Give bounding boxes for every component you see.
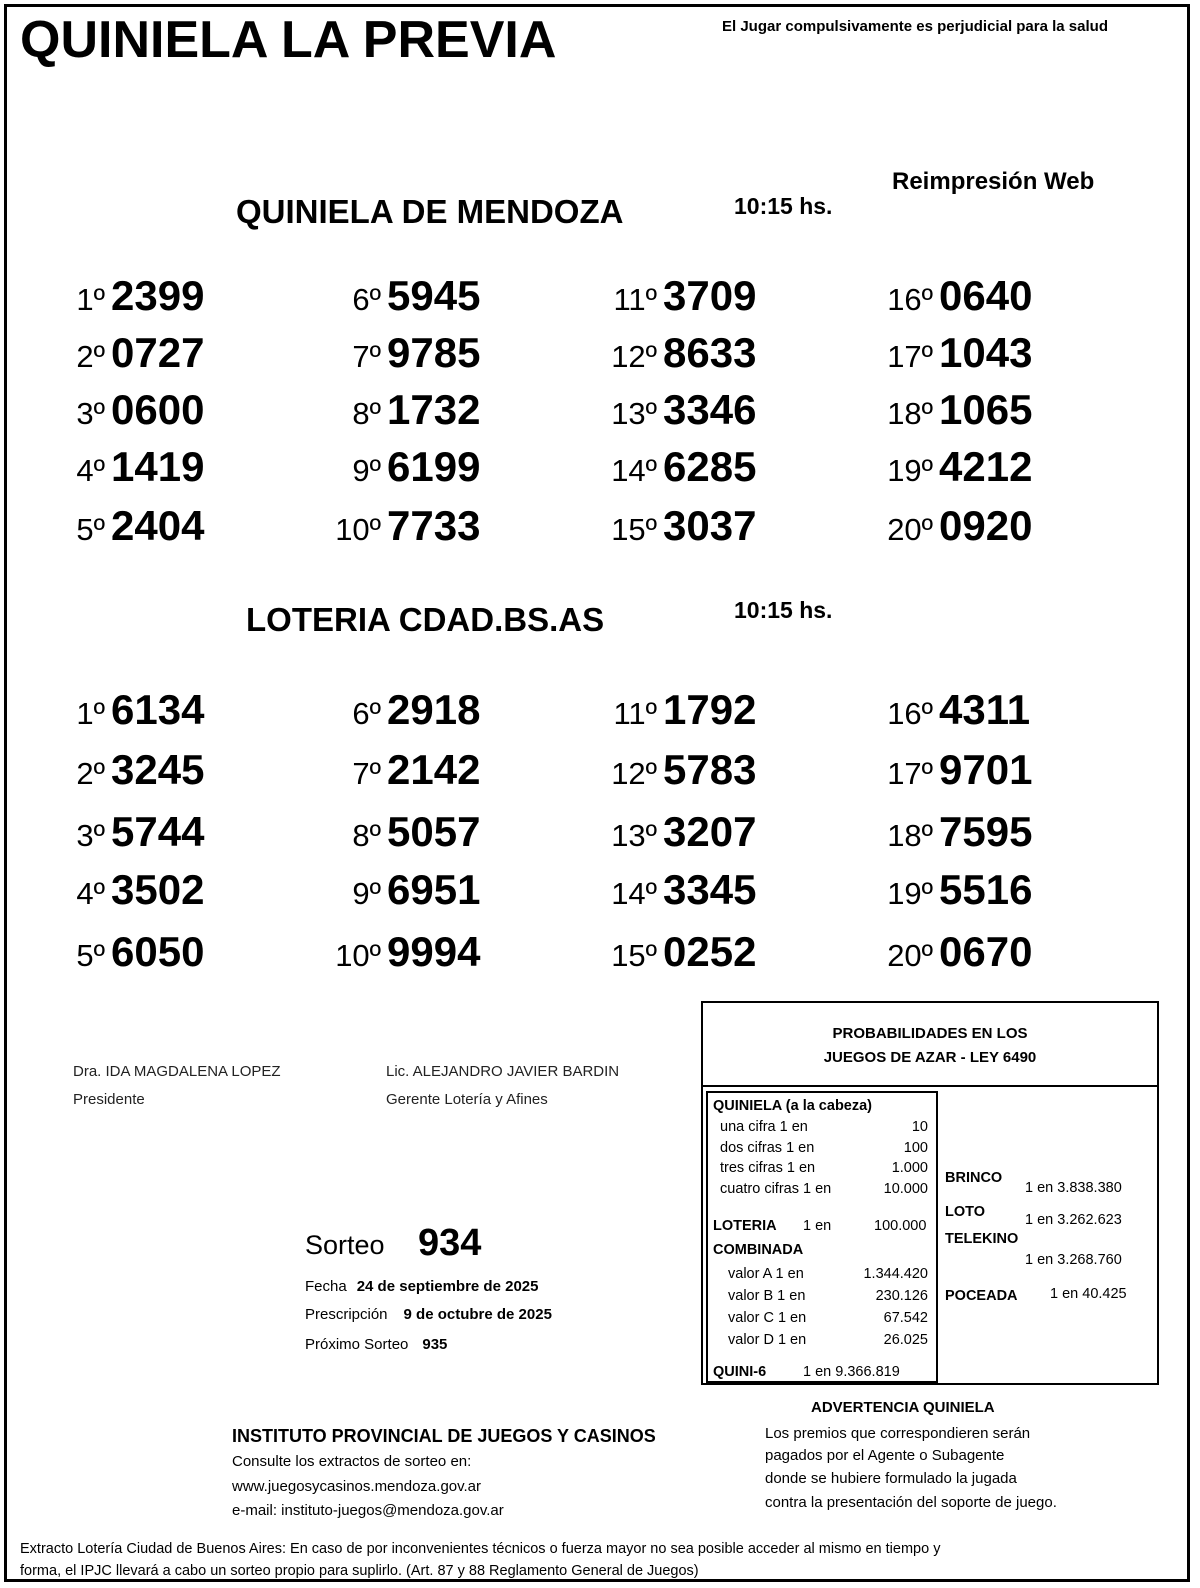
- result-position: 13º: [611, 818, 657, 853]
- result-position: 10º: [335, 512, 381, 547]
- result-position: 18º: [887, 818, 933, 853]
- result-number: 9785: [387, 329, 481, 376]
- result-number: 5744: [111, 808, 205, 855]
- result-number: 2404: [111, 502, 205, 549]
- result-position: 2º: [76, 339, 105, 374]
- result-item: [587, 928, 756, 978]
- result-number: 3502: [111, 866, 205, 913]
- result-number: 0600: [111, 386, 205, 433]
- prescripcion-value: 9 de octubre de 2025: [403, 1306, 552, 1323]
- result-position: 16º: [887, 282, 933, 317]
- prob-row-value: 230.126: [875, 1288, 928, 1304]
- result-position: 5º: [76, 512, 105, 547]
- result-item: [35, 808, 204, 858]
- result-position: 4º: [76, 876, 105, 911]
- result-number: 1419: [111, 443, 205, 490]
- loteria-prob-en: 1 en: [803, 1218, 832, 1234]
- result-number: 1065: [939, 386, 1033, 433]
- fecha-row: [305, 1278, 538, 1295]
- result-item: [35, 502, 204, 552]
- prob-row-label: valor A 1 en: [728, 1266, 804, 1282]
- poceada-prob-label: POCEADA: [945, 1288, 1018, 1304]
- ciudad-draw-time: 10:15 hs.: [734, 597, 833, 623]
- result-item: [311, 808, 480, 858]
- result-position: 4º: [76, 453, 105, 488]
- result-item: [587, 686, 756, 736]
- result-position: 6º: [352, 696, 381, 731]
- result-number: 8633: [663, 329, 757, 376]
- result-position: 11º: [613, 696, 657, 731]
- result-position: 5º: [76, 938, 105, 973]
- result-number: 9701: [939, 746, 1033, 793]
- footer-note-line1: Extracto Lotería Ciudad de Buenos Aires: En caso de por inconvenientes técnicos o fuerza mayor no sea posible acceder al mismo en tiempo y: [20, 1541, 941, 1557]
- instituto-title: INSTITUTO PROVINCIAL DE JUEGOS Y CASINOS: [232, 1426, 656, 1446]
- result-number: 6199: [387, 443, 481, 490]
- footer-note-line2: forma, el IPJC llevará a cabo un sorteo propio para suplirlo. (Art. 87 y 88 Reglamento General de Juegos): [20, 1563, 699, 1579]
- signatory-right-role: Gerente Lotería y Afines: [386, 1091, 548, 1108]
- result-position: 1º: [76, 696, 105, 731]
- result-number: 5783: [663, 746, 757, 793]
- result-number: 1043: [939, 329, 1033, 376]
- result-position: 6º: [352, 282, 381, 317]
- result-item: [587, 386, 756, 436]
- result-number: 6951: [387, 866, 481, 913]
- telekino-prob-value: 1 en 3.268.760: [1025, 1252, 1122, 1268]
- probabilities-title-line1: PROBABILIDADES EN LOS: [832, 1025, 1028, 1042]
- prob-row-label: valor D 1 en: [728, 1332, 807, 1348]
- result-position: 16º: [887, 696, 933, 731]
- prescripcion-row: [305, 1306, 552, 1323]
- result-item: [311, 866, 480, 916]
- result-number: 5057: [387, 808, 481, 855]
- ciudad-section-title: LOTERIA CDAD.BS.AS: [246, 601, 605, 638]
- result-position: 20º: [887, 938, 933, 973]
- result-item: [863, 329, 1032, 379]
- result-item: [587, 272, 756, 322]
- probabilities-title-line2: JUEGOS DE AZAR - LEY 6490: [823, 1049, 1037, 1066]
- result-position: 7º: [352, 339, 381, 374]
- proximo-sorteo-label: Próximo Sorteo: [305, 1336, 409, 1353]
- prob-row-label: valor C 1 en: [728, 1310, 807, 1326]
- brinco-prob-label: BRINCO: [945, 1170, 1003, 1186]
- result-item: [311, 272, 480, 322]
- result-item: [863, 746, 1032, 796]
- result-item: [311, 329, 480, 379]
- result-item: [35, 866, 204, 916]
- poceada-prob-value: 1 en 40.425: [1050, 1286, 1127, 1302]
- instituto-email-link[interactable]: e-mail: instituto-juegos@mendoza.gov.ar: [232, 1502, 504, 1519]
- result-item: [587, 443, 756, 493]
- result-number: 4311: [939, 686, 1031, 733]
- prob-row-value: 1.344.420: [863, 1266, 928, 1282]
- result-number: 6285: [663, 443, 757, 490]
- result-number: 3709: [663, 272, 757, 319]
- prob-row-label: dos cifras 1 en: [720, 1140, 815, 1156]
- result-item: [587, 866, 756, 916]
- result-position: 10º: [335, 938, 381, 973]
- instituto-website-link[interactable]: www.juegosycasinos.mendoza.gov.ar: [232, 1478, 482, 1495]
- advertencia-title: ADVERTENCIA QUINIELA: [811, 1399, 995, 1416]
- result-number: 7733: [387, 502, 481, 549]
- result-item: [587, 808, 756, 858]
- result-position: 18º: [887, 396, 933, 431]
- telekino-prob-label: TELEKINO: [945, 1231, 1019, 1247]
- result-position: 15º: [611, 512, 657, 547]
- prob-row-value: 10: [911, 1119, 928, 1135]
- result-number: 2918: [387, 686, 481, 733]
- result-position: 17º: [887, 756, 933, 791]
- signatory-left-name: Dra. IDA MAGDALENA LOPEZ: [73, 1063, 281, 1080]
- result-number: 1732: [387, 386, 481, 433]
- advertencia-line2: pagados por el Agente o Subagente: [765, 1447, 1005, 1464]
- result-item: [35, 272, 204, 322]
- result-item: [311, 502, 480, 552]
- result-item: [863, 686, 1030, 736]
- result-item: [35, 928, 204, 978]
- result-item: [587, 502, 756, 552]
- result-position: 19º: [887, 453, 933, 488]
- mendoza-draw-time: 10:15 hs.: [734, 193, 833, 219]
- result-number: 5516: [939, 866, 1033, 913]
- result-number: 6134: [111, 686, 205, 733]
- result-number: 0670: [939, 928, 1033, 975]
- quini6-prob-label: QUINI-6: [713, 1364, 767, 1380]
- result-position: 12º: [611, 756, 657, 791]
- advertencia-line4: contra la presentación del soporte de juego.: [765, 1494, 1057, 1511]
- brinco-prob-value: 1 en 3.838.380: [1025, 1180, 1122, 1196]
- result-item: [35, 386, 204, 436]
- result-item: [863, 443, 1032, 493]
- sorteo-number: 934: [418, 1222, 482, 1264]
- combinada-prob-title: COMBINADA: [713, 1242, 804, 1258]
- signatory-right-name: Lic. ALEJANDRO JAVIER BARDIN: [386, 1063, 620, 1080]
- instituto-line1: Consulte los extractos de sorteo en:: [232, 1453, 472, 1470]
- prob-row-value: 67.542: [883, 1310, 928, 1326]
- signatory-left-role: Presidente: [73, 1091, 145, 1108]
- result-number: 2142: [387, 746, 481, 793]
- result-number: 1792: [663, 686, 757, 733]
- result-item: [863, 502, 1032, 552]
- probabilities-header: [701, 1001, 1159, 1087]
- result-position: 7º: [352, 756, 381, 791]
- result-position: 19º: [887, 876, 933, 911]
- result-number: 9994: [387, 928, 481, 975]
- sorteo-label: Sorteo: [305, 1230, 385, 1260]
- health-warning: El Jugar compulsivamente es perjudicial para la salud: [722, 18, 1108, 35]
- result-number: 2399: [111, 272, 205, 319]
- result-item: [311, 928, 480, 978]
- result-number: 3037: [663, 502, 757, 549]
- mendoza-section-title: QUINIELA DE MENDOZA: [236, 193, 624, 230]
- result-position: 15º: [611, 938, 657, 973]
- prob-row-label: una cifra 1 en: [720, 1119, 808, 1135]
- result-number: 0252: [663, 928, 757, 975]
- result-position: 2º: [76, 756, 105, 791]
- prescripcion-label: Prescripción: [305, 1306, 388, 1323]
- prob-row-value: 100: [903, 1140, 928, 1156]
- result-number: 3207: [663, 808, 757, 855]
- result-item: [311, 386, 480, 436]
- result-number: 3345: [663, 866, 757, 913]
- result-number: 7595: [939, 808, 1033, 855]
- result-item: [863, 866, 1032, 916]
- result-position: 11º: [613, 282, 657, 317]
- prob-row-label: cuatro cifras 1 en: [720, 1181, 832, 1197]
- result-item: [311, 746, 480, 796]
- result-position: 8º: [352, 818, 381, 853]
- result-item: [863, 928, 1032, 978]
- quiniela-prob-title: QUINIELA (a la cabeza): [713, 1098, 873, 1114]
- result-number: 5945: [387, 272, 481, 319]
- result-position: 9º: [352, 453, 381, 488]
- result-item: [863, 386, 1032, 436]
- result-item: [35, 329, 204, 379]
- result-position: 13º: [611, 396, 657, 431]
- result-number: 3346: [663, 386, 757, 433]
- result-position: 14º: [611, 453, 657, 488]
- result-item: [35, 746, 204, 796]
- proximo-sorteo-value: 935: [422, 1336, 448, 1353]
- loteria-prob-value: 100.000: [874, 1218, 927, 1234]
- result-item: [863, 272, 1032, 322]
- loto-prob-label: LOTO: [945, 1204, 986, 1220]
- prob-row-value: 10.000: [883, 1181, 928, 1197]
- loteria-prob-label: LOTERIA: [713, 1218, 777, 1234]
- result-number: 3245: [111, 746, 205, 793]
- fecha-label: Fecha: [305, 1278, 347, 1295]
- prob-row-label: valor B 1 en: [728, 1288, 806, 1304]
- result-item: [311, 686, 480, 736]
- result-number: 6050: [111, 928, 205, 975]
- result-position: 8º: [352, 396, 381, 431]
- prob-row-value: 1.000: [891, 1160, 928, 1176]
- result-number: 0640: [939, 272, 1033, 319]
- result-number: 4212: [939, 443, 1033, 490]
- prob-row-label: tres cifras 1 en: [720, 1160, 816, 1176]
- proximo-sorteo-row: [305, 1336, 447, 1353]
- result-number: 0920: [939, 502, 1033, 549]
- result-position: 20º: [887, 512, 933, 547]
- result-item: [35, 686, 204, 736]
- advertencia-line1: Los premios que correspondieren serán: [765, 1425, 1031, 1442]
- result-position: 3º: [76, 818, 105, 853]
- result-number: 0727: [111, 329, 205, 376]
- result-item: [863, 808, 1032, 858]
- result-position: 1º: [76, 282, 105, 317]
- result-item: [587, 746, 756, 796]
- result-position: 17º: [887, 339, 933, 374]
- result-position: 3º: [76, 396, 105, 431]
- result-item: [587, 329, 756, 379]
- quini6-prob-value: 1 en 9.366.819: [803, 1364, 900, 1380]
- prob-row-value: 26.025: [883, 1332, 928, 1348]
- result-position: 14º: [611, 876, 657, 911]
- result-item: [35, 443, 204, 493]
- fecha-value: 24 de septiembre de 2025: [356, 1278, 539, 1295]
- loto-prob-value: 1 en 3.262.623: [1025, 1212, 1122, 1228]
- reprint-label: Reimpresión Web: [892, 168, 1095, 195]
- result-position: 9º: [352, 876, 381, 911]
- result-position: 12º: [611, 339, 657, 374]
- advertencia-line3: donde se hubiere formulado la jugada: [765, 1470, 1017, 1487]
- page-title: QUINIELA LA PREVIA: [20, 11, 557, 69]
- result-item: [311, 443, 480, 493]
